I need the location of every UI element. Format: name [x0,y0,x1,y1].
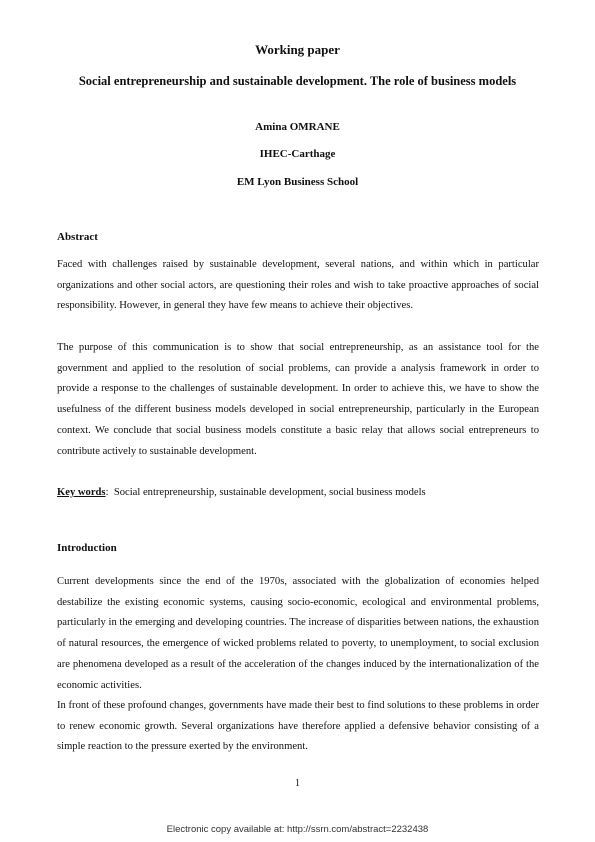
introduction-heading: Introduction [57,542,117,554]
keywords-text: Social entrepreneurship, sustainable development, social business models [113,487,426,498]
working-paper-label: Working paper [255,42,340,57]
keywords-line [57,483,539,504]
introduction-paragraph-2: In front of these profound changes, governments have made their best to find solutions to these problems in order to renew economic growth. Several organizations have therefore applied a defensive behavior consisting of a simple reaction to the pressure exerted by the environment. [57,700,539,753]
keywords-separator: : [105,487,114,498]
introduction-paragraph-1: Current developments since the end of the 1970s, associated with the globalization of economies helped destabilize the existing economic systems, causing socio-economic, ecological and environmental problems, particularly in the emerging and developing countries. The increase of disparities between nations, the exhaustion of natural resources, the emergence of wicked problems related to poverty, to unemployment, to social exclusion are phenomena developed as a result of the acceleration of the changes induced by the internationalization of the economic activities. [57,576,539,691]
paper-title: Social entrepreneurship and sustainable development. The role of business models [78,74,517,88]
abstract-paragraph-1: Faced with challenges raised by sustainable development, several nations, and within which in particular organizations and other social actors, are questioning their roles and wish to take proactive approaches of social responsibility. However, in general they have few means to achieve their objectives. [57,259,539,312]
abstract-paragraph-2: The purpose of this communication is to show that social entrepreneurship, as an assistance tool for the government and applied to the resolution of social problems, can provide a analysis framework in order to provide a response to the challenges of sustainable development. In order to achieve this, we have to show the usefulness of the different business models developed in social entrepreneurship, particularly in the European context. We conclude that social business models constitute a basic relay that allows social entrepreneurs to contribute actively to sustainable development. [57,342,539,457]
keywords-label: Key words [57,487,106,498]
page-number: 1 [295,778,300,789]
ssrn-footer: Electronic copy available at: http://ssrn.com/abstract=2232438 [166,824,429,835]
abstract-heading: Abstract [57,231,98,243]
author-name: Amina OMRANE [255,121,340,133]
affiliation-ihec: IHEC-Carthage [259,148,336,160]
affiliation-emlyon: EM Lyon Business School [236,176,359,188]
